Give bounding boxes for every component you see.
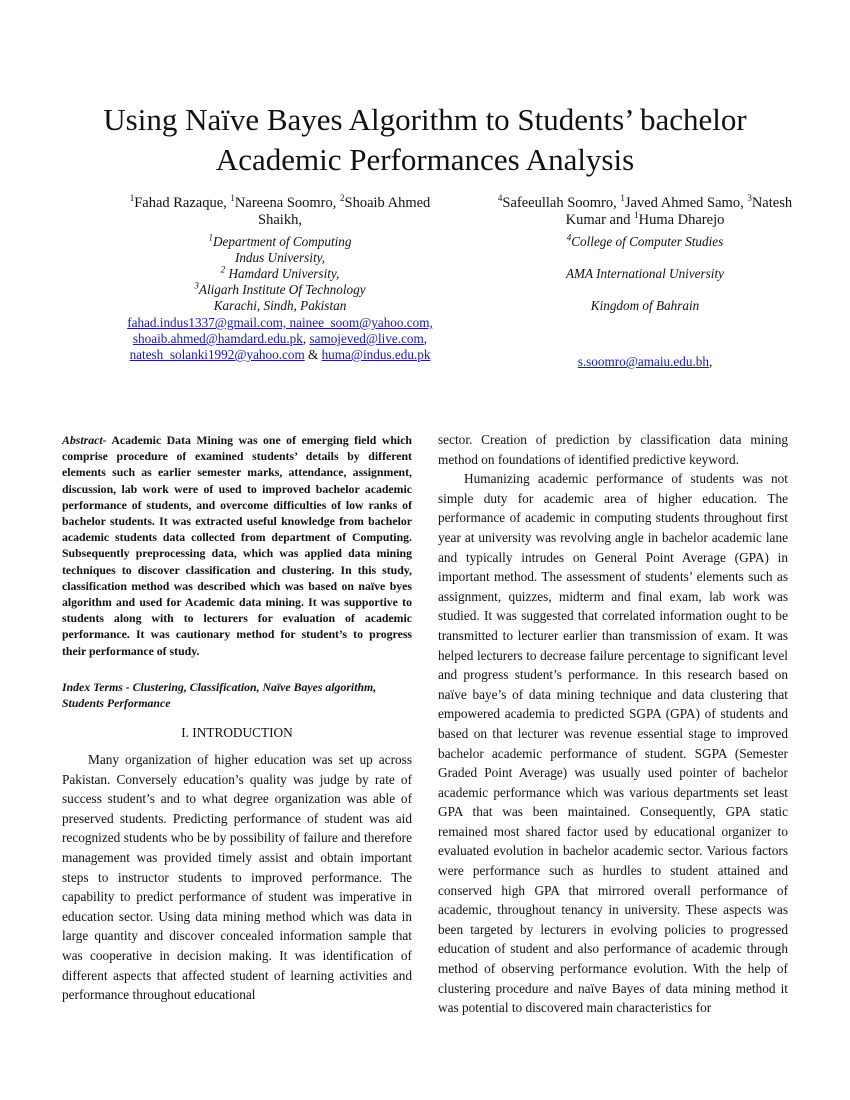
author-name: Kumar and	[565, 212, 635, 228]
email-link[interactable]: s.soomro@amaiu.edu.bh	[577, 354, 709, 369]
separator: ,	[302, 331, 310, 346]
right-column	[438, 430, 788, 1018]
email-link[interactable]: samojeved@live.com	[309, 331, 424, 346]
author-sup: 1	[230, 193, 235, 204]
affil-sup: 1	[208, 232, 214, 243]
title-line-1: Using Naïve Bayes Algorithm to Students’ bachelor	[103, 102, 747, 137]
abstract	[62, 432, 412, 659]
affil-sup: 3	[194, 280, 199, 291]
author-name: Shoaib Ahmed	[344, 195, 431, 211]
authors-right	[475, 195, 815, 229]
section-heading: I. INTRODUCTION	[181, 725, 293, 740]
author-name: Safeeullah Soomro,	[502, 195, 621, 211]
author-name: Natesh	[751, 195, 793, 211]
email-link[interactable]: natesh_solanki1992@yahoo.com	[129, 347, 305, 362]
affil-line: Karachi, Sindh, Pakistan	[213, 298, 347, 313]
email-link[interactable]: shoaib.ahmed@hamdard.edu.pk	[132, 331, 303, 346]
affil-line: Aligarh Institute Of Technology	[198, 282, 366, 297]
email-right	[475, 354, 815, 370]
affil-line: Kingdom of Bahrain	[590, 298, 700, 313]
separator: ,	[423, 331, 428, 346]
affil-line: Hamdard University,	[225, 266, 340, 281]
affil-line: College of Computer Studies	[571, 234, 724, 249]
separator: &	[304, 347, 322, 362]
author-name: Nareena Soomro,	[234, 195, 341, 211]
affil-line: Department of Computing	[213, 234, 352, 249]
left-column	[62, 750, 412, 1005]
title-line-2: Academic Performances Analysis	[215, 142, 635, 177]
index-terms: Index Terms - Clustering, Classification, Naïve Bayes algorithm, Students Performance	[62, 680, 377, 711]
author-name: Fahad Razaque,	[134, 195, 231, 211]
author-sup: 2	[340, 193, 345, 204]
paper-title	[60, 100, 790, 180]
affil-line: Indus University,	[234, 250, 326, 265]
author-name: Huma Dharejo	[638, 212, 725, 228]
affiliations-left	[100, 234, 460, 314]
author-name-cont: Shaikh,	[258, 212, 302, 228]
affil-line: AMA International University	[566, 266, 724, 281]
right-paragraph-2: Humanizing academic performance of students was not simple duty for academic area of higher education. The performance of academic in computing students throughout first year at university was revolving angle in bachelor academic lane and typically intrudes on General Point Average (GPA) in important method. The assessment of students’ elements such as assignment, quizzes, midterm and final exam, lab work was studied. It was suggested that correlated information ought to be transmitted to lecturer earlier than transmission of exam. It was helped lecturers to decrease failure percentage to significant level and progress student’s performance. In this research based on naïve baye’s of data mining technique and data clustering that empowered academia to predicted SGPA (GPA) of students and based on that lecturer was revenue essential stage to improved bachelor academic performance of student. SGPA (Semester Graded Point Average) was usually used pointer of bachelor academic performance which was various departments set least GPA that was been maintained. Consequently, GPA static remained most shared factor used by educational organizer to evaluated evolution in bachelor academic sector. Various factors were performance such as hurdles to student attained and conserved high GPA that mirrored overall performance of academic, throughout tenancy in university. These aspects was been targeted by lecturers in evolving policies to progressed education of student and also performance of academic through method of observing performance evolution. With the help of clustering procedure and naïve Bayes of data mining method it was potential to discovered main characteristics for	[438, 471, 788, 1016]
email-link[interactable]: huma@indus.edu.pk	[321, 347, 431, 362]
author-sup: 1	[634, 210, 639, 221]
author-name: Javed Ahmed Samo,	[624, 195, 748, 211]
authors-left	[100, 195, 460, 229]
right-paragraph-1: sector. Creation of prediction by classification data mining method on foundations of identified predictive keyword.	[438, 432, 788, 467]
separator: ,	[708, 354, 713, 369]
affiliations-right	[475, 234, 815, 314]
email-link[interactable]: fahad.indus1337@gmail.com, nainee_soom@yahoo.com,	[127, 315, 433, 330]
author-sup: 4	[497, 193, 503, 204]
author-sup: 3	[747, 193, 752, 204]
intro-paragraph: Many organization of higher education was set up across Pakistan. Conversely education’s quality was judge by rate of success student’s and to what degree organization was able of preserved students. Predicting performance of student was aid recognized students who be by possibility of failure and therefore management was provided timely assist and obtain important steps to instructor students to improved performance. The capability to predict performance of student was imperative in education sector. Using data mining method which was data in large quantity and discover concealed information sample that was cooperative in decision making. It was identification of different aspects that affected student of learning activities and performance throughout educational	[62, 752, 412, 1003]
abstract-text: Academic Data Mining was one of emerging field which comprise procedure of examined students’ details by different elements such as earlier semester marks, attendance, assignment, discussion, lab work were of used to improved bachelor academic performance of students, and overcome difficulties of low ranks of bachelor students. It was extracted useful knowledge from bachelor academic students data collected from department of Computing. Subsequently preprocessing data, which was applied data mining techniques to discover classification and clustering. In this study, classification method was described which was based on naïve byes algorithm and used for Academic data mining. It was supportive to students along with to lecturers for evaluation of academic performance. It was cautionary method for student’s to progress their performance of study.	[62, 433, 412, 658]
abstract-label: Abstract-	[62, 433, 107, 447]
author-sup: 1	[129, 193, 135, 204]
affil-sup: 4	[566, 232, 572, 243]
author-sup: 1	[620, 193, 625, 204]
affil-sup: 2	[220, 264, 226, 275]
emails-left	[100, 315, 460, 363]
